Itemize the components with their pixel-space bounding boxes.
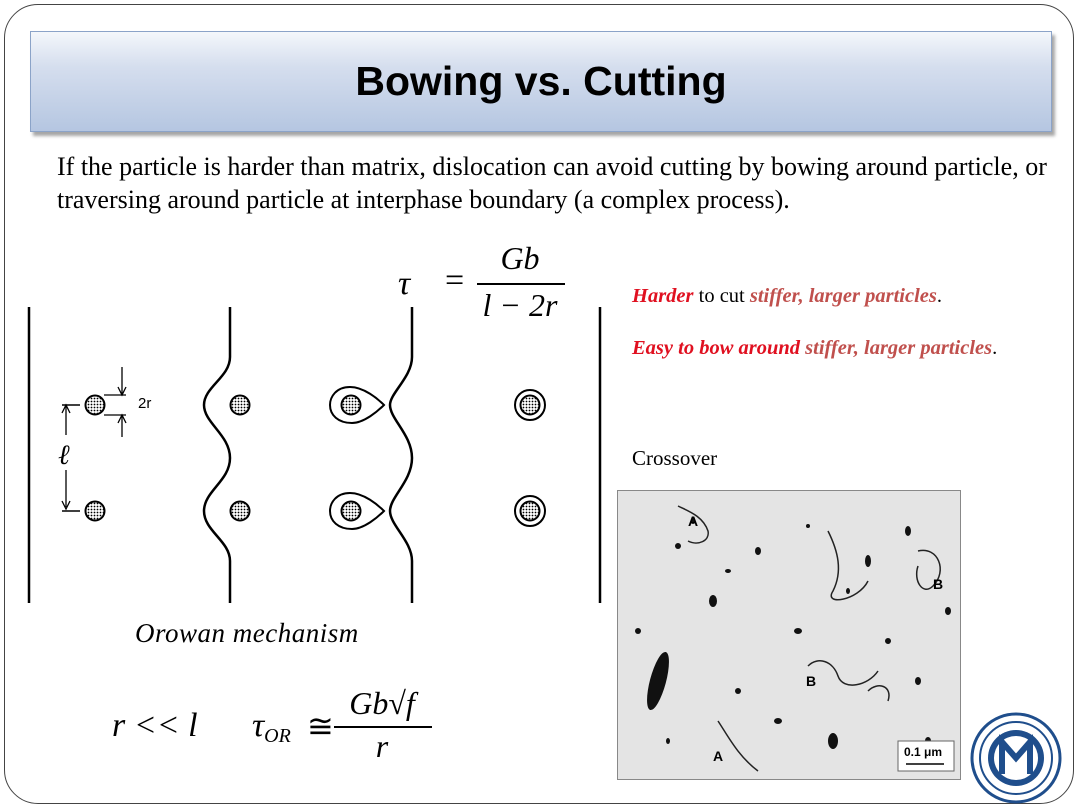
micro-label: B bbox=[806, 673, 817, 689]
note-easy-period: . bbox=[992, 337, 998, 359]
note-easy bbox=[632, 335, 1072, 362]
particle bbox=[231, 396, 250, 415]
note-harder-period: . bbox=[936, 285, 942, 307]
note-harder-particles: stiffer, larger particles bbox=[749, 285, 937, 307]
orowan-diagram bbox=[18, 295, 618, 615]
label-spacing: ℓ bbox=[58, 440, 70, 471]
micro-label: A bbox=[713, 748, 724, 764]
eq2-approx: ≅ bbox=[307, 708, 334, 744]
eq1-lhs: τ bbox=[398, 265, 411, 302]
eq1-equals: = bbox=[445, 262, 465, 299]
scale-bar-label: 0.1 μm bbox=[904, 745, 943, 759]
eq2-lhs-subscript: OR bbox=[264, 725, 291, 747]
particle bbox=[231, 502, 250, 521]
micro-label: A bbox=[688, 513, 699, 529]
particle bbox=[342, 502, 361, 521]
title-bar bbox=[30, 31, 1052, 132]
eq1-fraction-bar bbox=[477, 283, 565, 285]
orowan-caption: Orowan mechanism bbox=[135, 618, 359, 648]
eq2-denominator: r bbox=[375, 728, 389, 764]
eq2-lhs bbox=[252, 707, 291, 748]
label-2r: 2r bbox=[138, 395, 152, 412]
particle bbox=[342, 396, 361, 415]
eq2-lhs-symbol: τ bbox=[252, 707, 265, 744]
crossover-label: Crossover bbox=[632, 446, 718, 470]
equation-bottom bbox=[112, 685, 442, 775]
slide-title: Bowing vs. Cutting bbox=[355, 58, 727, 104]
bowing-line bbox=[204, 307, 230, 603]
eq1-numerator: Gb bbox=[500, 240, 540, 276]
notes-block bbox=[632, 283, 1072, 362]
eq1-denominator: l − 2r bbox=[482, 287, 558, 323]
micrograph-svg bbox=[618, 491, 961, 780]
note-harder bbox=[632, 283, 1072, 310]
particle bbox=[521, 502, 540, 521]
university-logo-icon bbox=[970, 712, 1062, 804]
eq2-numerator: Gb√f bbox=[349, 685, 415, 721]
bowing-line-2 bbox=[390, 307, 412, 603]
micrograph-image bbox=[617, 490, 961, 780]
micro-label: B bbox=[933, 576, 944, 592]
note-harder-text: to cut bbox=[693, 285, 750, 307]
note-easy-emph: Easy to bow around bbox=[632, 337, 801, 359]
particle bbox=[86, 502, 105, 521]
particle bbox=[86, 396, 105, 415]
particle bbox=[521, 396, 540, 415]
note-harder-emph: Harder bbox=[632, 285, 694, 307]
intro-paragraph: If the particle is harder than matrix, dislocation can avoid cutting by bowing around particle, or traversing around particle at interphase boundary (a complex process). bbox=[57, 152, 1047, 214]
note-easy-particles: stiffer, larger particles bbox=[800, 337, 993, 359]
eq2-condition: r << l bbox=[112, 707, 198, 744]
